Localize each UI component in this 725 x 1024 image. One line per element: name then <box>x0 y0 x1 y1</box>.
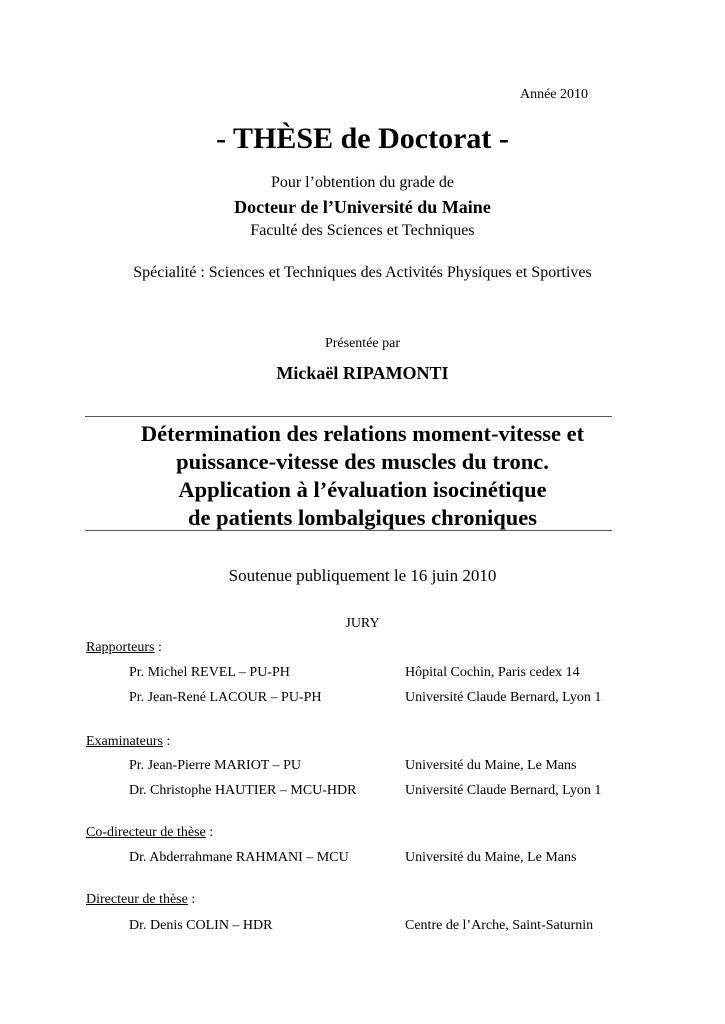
presented-by: Présentée par <box>324 336 401 351</box>
obtention-line: Pour l’obtention du grade de <box>270 174 455 191</box>
jury-member-name: Dr. Abderrahmane RAHMANI – MCU <box>129 850 349 865</box>
jury-member-name: Pr. Jean-René LACOUR – PU-PH <box>129 690 322 705</box>
title-divider-bottom <box>85 530 612 531</box>
document-title: - THÈSE de Doctorat - <box>216 122 509 155</box>
jury-heading: JURY <box>345 616 380 631</box>
faculty: Faculté des Sciences et Techniques <box>250 222 475 239</box>
role-label: Co-directeur de thèse <box>86 825 206 840</box>
thesis-title <box>0 420 725 532</box>
jury-member-affiliation: Hôpital Cochin, Paris cedex 14 <box>405 665 580 680</box>
title-divider-top <box>85 416 612 417</box>
role-codirecteur <box>86 825 213 841</box>
jury-member-name: Dr. Christophe HAUTIER – MCU-HDR <box>129 783 357 798</box>
year: Année 2010 <box>519 87 588 102</box>
role-directeur <box>86 892 195 908</box>
role-examinateurs <box>86 734 170 750</box>
role-suffix: : <box>162 734 171 749</box>
thesis-title-line: puissance-vitesse des muscles du tronc. <box>176 449 549 474</box>
jury-member-name: Dr. Denis COLIN – HDR <box>129 918 273 933</box>
jury-member-affiliation: Université Claude Bernard, Lyon 1 <box>405 783 602 798</box>
jury-member-name: Pr. Michel REVEL – PU-PH <box>129 665 290 680</box>
thesis-title-line: Application à l’évaluation isocinétique <box>178 477 547 502</box>
role-suffix: : <box>187 892 196 907</box>
role-label: Directeur de thèse <box>86 892 188 907</box>
jury-member-name: Pr. Jean-Pierre MARIOT – PU <box>129 758 302 773</box>
jury-member-affiliation: Université du Maine, Le Mans <box>405 850 577 865</box>
role-label: Rapporteurs <box>86 640 155 655</box>
thesis-title-line: Détermination des relations moment-vitesse et <box>140 421 585 446</box>
jury-member-affiliation: Université du Maine, Le Mans <box>405 758 577 773</box>
author-name: Mickaël RIPAMONTI <box>276 363 449 383</box>
role-rapporteurs <box>86 640 162 656</box>
defense-date: Soutenue publiquement le 16 juin 2010 <box>228 566 497 585</box>
jury-member-affiliation: Centre de l’Arche, Saint-Saturnin <box>405 918 594 933</box>
role-suffix: : <box>205 825 214 840</box>
role-suffix: : <box>154 640 162 655</box>
jury-member-affiliation: Université Claude Bernard, Lyon 1 <box>405 690 602 705</box>
specialty: Spécialité : Sciences et Techniques des Activités Physiques et Sportives <box>133 264 592 281</box>
role-label: Examinateurs <box>86 734 163 749</box>
degree: Docteur de l’Université du Maine <box>234 197 491 217</box>
thesis-title-line: de patients lombalgiques chroniques <box>187 505 538 530</box>
